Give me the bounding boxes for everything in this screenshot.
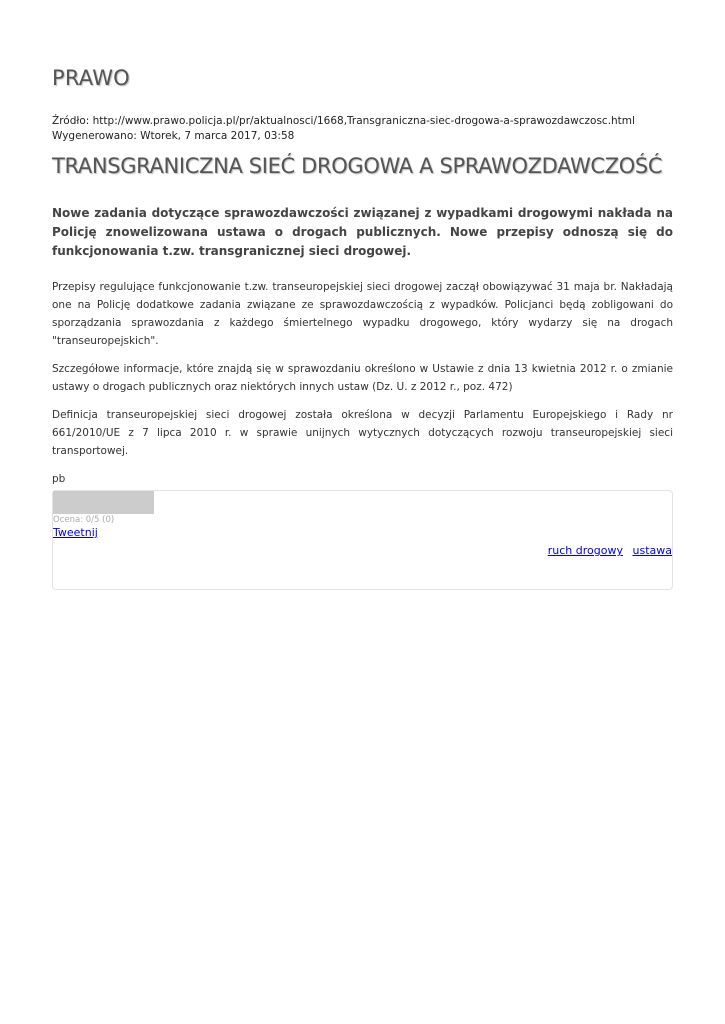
generated-date-line: Wygenerowano: Wtorek, 7 marca 2017, 03:58	[52, 129, 295, 142]
tag-link-ruch-drogowy[interactable]: ruch drogowy	[547, 544, 623, 557]
rating-label: Ocena: 0/5 (0)	[53, 515, 115, 525]
article-signature: pb	[52, 473, 66, 485]
tweet-link[interactable]: Tweetnij	[53, 526, 98, 539]
article-paragraph: Szczegółowe informacje, które znajdą się w sprawozdaniu określono w Ustawie z dnia 13 kwietnia 2012 r. o zmianie ustawy o drogach publicznych oraz niektórych innych ustaw (Dz. U. z 2012 r., poz. 472)	[52, 363, 673, 393]
source-meta	[52, 114, 635, 143]
rating-stars-widget[interactable]	[53, 491, 154, 514]
tag-list	[542, 544, 672, 557]
tag-link-ustawa[interactable]: ustawa	[632, 544, 672, 557]
source-url-line: Źródło: http://www.prawo.policja.pl/pr/aktualnosci/1668,Transgraniczna-siec-drogowa-a-sprawozdawczosc.html	[52, 115, 635, 127]
rating-share-panel	[52, 490, 673, 590]
article-paragraph: Przepisy regulujące funkcjonowanie t.zw. transeuropejskiej sieci drogowej zaczął obowiązywać 31 maja br. Nakładają one na Policję dodatkowe zadania związane ze sprawozdawczością z wypadków. Policjanci będą zobligowani do sporządzania sprawozdania z każdego śmiertelnego wypadku drogowego, który wydarzy się na drogach "transeuropejskich".	[52, 281, 673, 347]
site-title: PRAWO	[52, 66, 130, 90]
article-title: TRANSGRANICZNA SIEĆ DROGOWA A SPRAWOZDAWCZOŚĆ	[52, 154, 663, 178]
article-lead: Nowe zadania dotyczące sprawozdawczości związanej z wypadkami drogowymi nakłada na Policję znowelizowana ustawa o drogach publicznych. Nowe przepisy odnoszą się do funkcjonowania t.zw. transgranicznej sieci drogowej.	[52, 206, 673, 258]
article-body	[52, 278, 673, 498]
article-paragraph: Definicja transeuropejskiej sieci drogowej została określona w decyzji Parlamentu Europejskiego i Rady nr 661/2010/UE z 7 lipca 2010 r. w sprawie unijnych wytycznych dotyczących rozwoju transeuropejskiej sieci transportowej.	[52, 409, 673, 457]
